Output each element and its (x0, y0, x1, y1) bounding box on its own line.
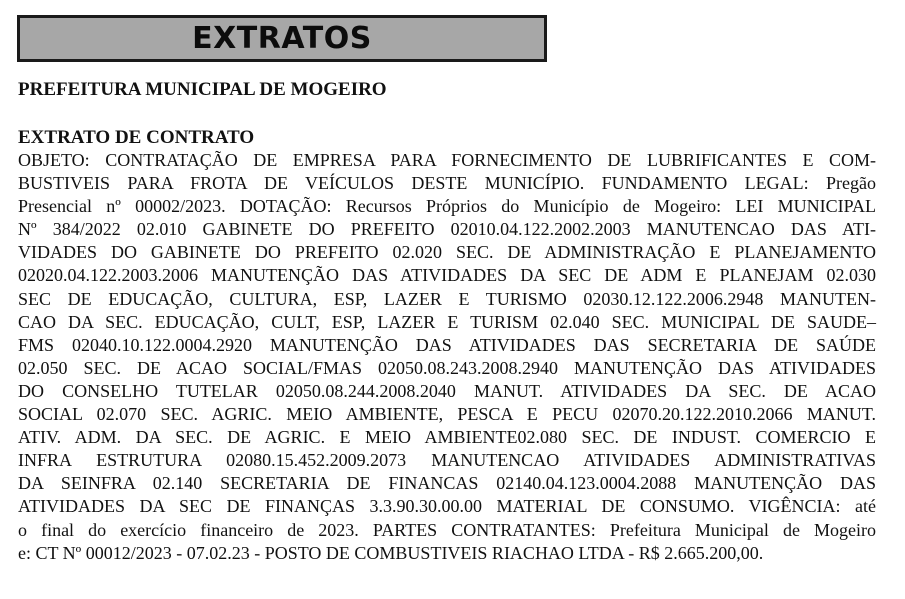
body-line-5: VIDADES DO GABINETE DO PREFEITO 02.020 SEC. DE ADMINISTRAÇÃO E PLANEJAMENTO (18, 242, 876, 263)
body-line-3: Presencial nº 00002/2023. DOTAÇÃO: Recursos Próprios do Município de Mogeiro: LEI MUNICIPAL (18, 196, 876, 217)
body-line-18: e: CT Nº 00012/2023 - 07.02.23 - POSTO DE COMBUSTIVEIS RIACHAO LTDA - R$ 2.665.200,00. (18, 542, 764, 563)
body-line-6: 02020.04.122.2003.2006 MANUTENÇÃO DAS ATIVIDADES DA SEC DE ADM E PLANEJAM 02.030 (18, 265, 876, 286)
body-line-13: ATIV. ADM. DA SEC. DE AGRIC. E MEIO AMBIENTE02.080 SEC. DE INDUST. COMERCIO E (18, 427, 876, 448)
body-line-2: BUSTIVEIS PARA FROTA DE VEÍCULOS DESTE MUNICÍPIO. FUNDAMENTO LEGAL: Pregão (18, 173, 876, 194)
body-line-15: DA SEINFRA 02.140 SECRETARIA DE FINANCAS 02140.04.123.0004.2088 MANUTENÇÃO DAS (18, 473, 876, 494)
body-line-9: FMS 02040.10.122.0004.2920 MANUTENÇÃO DAS ATIVIDADES DAS SECRETARIA DE SAÚDE (18, 334, 876, 355)
extratos-banner (17, 15, 547, 62)
body-line-8: CAO DA SEC. EDUCAÇÃO, CULT, ESP, LAZER E TURISM 02.040 SEC. MUNICIPAL DE SAUDE– (18, 311, 876, 332)
contract-extract-heading: EXTRATO DE CONTRATO (18, 127, 255, 148)
body-line-11: DO CONSELHO TUTELAR 02050.08.244.2008.2040 MANUT. ATIVIDADES DA SEC. DE ACAO (18, 380, 876, 401)
body-line-10: 02.050 SEC. DE ACAO SOCIAL/FMAS 02050.08.243.2008.2940 MANUTENÇÃO DAS ATIVIDADES (18, 357, 876, 378)
body-line-17: o final do exercício financeiro de 2023. PARTES CONTRATANTES: Prefeitura Municipal de Mogeiro (18, 519, 876, 540)
body-line-16: ATIVIDADES DA SEC DE FINANÇAS 3.3.90.30.00.00 MATERIAL DE CONSUMO. VIGÊNCIA: até (18, 496, 876, 517)
body-line-14: INFRA ESTRUTURA 02080.15.452.2009.2073 MANUTENCAO ATIVIDADES ADMINISTRATIVAS (18, 450, 876, 471)
body-line-12: SOCIAL 02.070 SEC. AGRIC. MEIO AMBIENTE, PESCA E PECU 02070.20.122.2010.2066 MANUT. (18, 404, 876, 425)
organization-title: PREFEITURA MUNICIPAL DE MOGEIRO (18, 79, 387, 100)
body-line-7: SEC DE EDUCAÇÃO, CULTURA, ESP, LAZER E TURISMO 02030.12.122.2006.2948 MANUTEN- (18, 288, 876, 309)
body-line-1: OBJETO: CONTRATAÇÃO DE EMPRESA PARA FORNECIMENTO DE LUBRIFICANTES E COM- (18, 150, 876, 170)
contract-extract-body (18, 149, 876, 565)
banner-title: EXTRATOS (192, 20, 372, 56)
body-line-4: Nº 384/2022 02.010 GABINETE DO PREFEITO 02010.04.122.2002.2003 MANUTENCAO DAS ATI- (18, 219, 876, 240)
